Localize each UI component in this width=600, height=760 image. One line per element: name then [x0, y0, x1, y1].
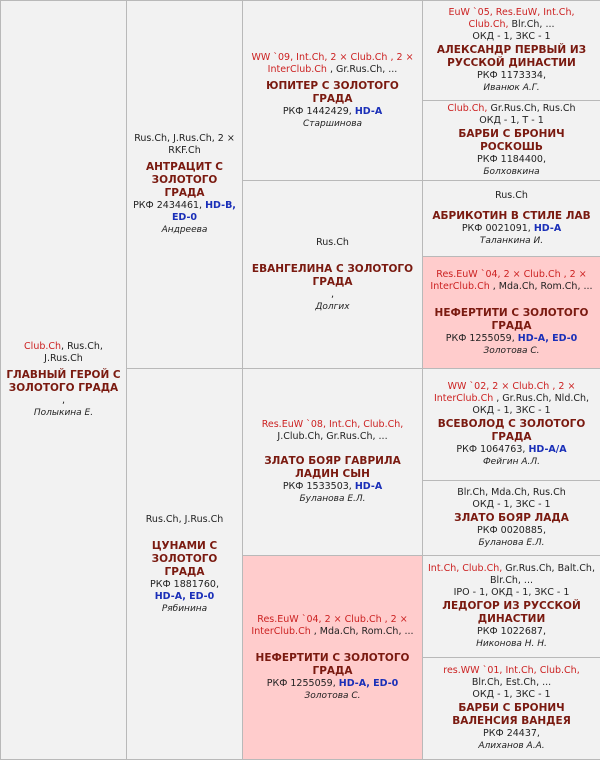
- owner: Алиханов А.А.: [427, 740, 596, 752]
- health-tests: HD-A/A: [528, 444, 566, 455]
- registration: РКФ 1533503,: [283, 481, 352, 492]
- title-fragment: , Rus.Ch, J.Rus.Ch: [44, 341, 103, 364]
- dog-name[interactable]: ЮПИТЕР С ЗОЛОТОГО ГРАДА: [247, 80, 418, 106]
- title-fragment: WW `09, Int.Ch, 2 × Club.Ch , 2 × InterClub.Ch: [251, 52, 413, 75]
- dog-name[interactable]: ЦУНАМИ С ЗОЛОТОГО ГРАДА: [131, 540, 238, 579]
- titles: [427, 487, 596, 499]
- titles: [427, 269, 596, 293]
- dog-name[interactable]: АНТРАЦИТ С ЗОЛОТОГО ГРАДА: [131, 161, 238, 200]
- titles: [247, 419, 418, 443]
- registration: РКФ 1064763,: [456, 444, 525, 455]
- title-fragment: Rus.Ch: [495, 190, 528, 201]
- dog-name[interactable]: АБРИКОТИН В СТИЛЕ ЛАВ: [427, 210, 596, 223]
- registration: РКФ 1255059,: [267, 678, 336, 689]
- registration: РКФ 1184400,: [427, 154, 596, 166]
- owner: Таланкина И.: [427, 235, 596, 247]
- registration: РКФ 2434461,: [133, 200, 202, 211]
- dog-name[interactable]: ГЛАВНЫЙ ГЕРОЙ С ЗОЛОТОГО ГРАДА: [5, 369, 122, 395]
- health-tests: HD-A, ED-0: [339, 678, 399, 689]
- registration: РКФ 1442429,: [283, 106, 352, 117]
- sire-dam-sire-cell: [423, 181, 600, 257]
- registration: РКФ 1022687,: [427, 626, 596, 638]
- dam-dam-cell: [243, 556, 423, 760]
- owner-separator: ,: [247, 289, 418, 301]
- title-fragment: Blr.Ch, ...: [509, 19, 555, 30]
- titles: [427, 7, 596, 31]
- title-fragment: Res.EuW `08, Int.Ch, Club.Ch,: [262, 419, 404, 430]
- title-fragment: Res.EuW `04, 2 × Club.Ch , 2 × InterClub.Ch: [251, 614, 407, 637]
- titles: [5, 341, 122, 365]
- title-fragment: Club.Ch,: [447, 103, 487, 114]
- dog-name[interactable]: БАРБИ С БРОНИЧ РОСКОШЬ: [427, 128, 596, 154]
- registration: РКФ 1881760,: [131, 579, 238, 591]
- title-fragment: Rus.Ch, J.Rus.Ch: [146, 514, 224, 525]
- work-tests: IPO - 1, ОКД - 1, ЗКС - 1: [427, 587, 596, 599]
- registration: РКФ 1173334,: [427, 70, 596, 82]
- owner: Иванюк А.Г.: [427, 82, 596, 94]
- title-fragment: , Mda.Ch, Rom.Ch, ...: [311, 626, 414, 637]
- title-fragment: , Gr.Rus.Ch, Nld.Ch,: [493, 393, 589, 404]
- sire-cell: [127, 1, 243, 369]
- work-tests: ОКД - 1, ЗКС - 1: [427, 31, 596, 43]
- dog-name[interactable]: АЛЕКСАНДР ПЕРВЫЙ ИЗ РУССКОЙ ДИНАСТИИ: [427, 44, 596, 70]
- work-tests: ОКД - 1, ЗКС - 1: [427, 405, 596, 417]
- titles: [131, 514, 238, 526]
- dog-name[interactable]: НЕФЕРТИТИ С ЗОЛОТОГО ГРАДА: [427, 307, 596, 333]
- owner: Буланова Е.Л.: [247, 493, 418, 505]
- owner: Рябинина: [131, 603, 238, 615]
- dog-name[interactable]: НЕФЕРТИТИ С ЗОЛОТОГО ГРАДА: [247, 652, 418, 678]
- titles: [427, 381, 596, 405]
- dam-sire-sire-cell: [423, 369, 600, 481]
- work-tests: ОКД - 1, ЗКС - 1: [427, 689, 596, 701]
- owner: Золотова С.: [247, 690, 418, 702]
- title-fragment: , Mda.Ch, Rom.Ch, ...: [490, 281, 593, 292]
- registration: РКФ 0020885,: [427, 525, 596, 537]
- dam-dam-sire-cell: [423, 556, 600, 658]
- sire-dam-dam-cell: [423, 257, 600, 369]
- health-tests: HD-A: [355, 106, 382, 117]
- work-tests: ОКД - 1, ЗКС - 1: [427, 499, 596, 511]
- title-fragment: res.WW `01, Int.Ch, Club.Ch,: [443, 665, 579, 676]
- registration: РКФ 24437,: [427, 728, 596, 740]
- dog-name[interactable]: ЛЕДОГОР ИЗ РУССКОЙ ДИНАСТИИ: [427, 600, 596, 626]
- owner: Буланова Е.Л.: [427, 537, 596, 549]
- titles: [427, 103, 596, 115]
- health-tests: HD-B, ED-0: [172, 200, 236, 223]
- dam-dam-dam-cell: [423, 658, 600, 760]
- sire-sire-sire-cell: [423, 1, 600, 101]
- dam-cell: [127, 369, 243, 760]
- title-fragment: Res.EuW `04, 2 × Club.Ch , 2 × InterClub.Ch: [430, 269, 586, 292]
- title-fragment: Gr.Rus.Ch, Rus.Ch: [487, 103, 575, 114]
- owner: Андреева: [131, 224, 238, 236]
- titles: [427, 665, 596, 689]
- title-fragment: Rus.Ch, J.Rus.Ch, 2 × RKF.Ch: [134, 133, 235, 156]
- sire-sire-cell: [243, 1, 423, 181]
- dog-name[interactable]: БАРБИ С БРОНИЧ ВАЛЕНСИЯ ВАНДЕЯ: [427, 702, 596, 728]
- titles: [247, 614, 418, 638]
- title-fragment: Gr.Rus.Ch, Balt.Ch, Blr.Ch, ...: [490, 563, 595, 586]
- titles: [427, 563, 596, 587]
- dog-name[interactable]: ВСЕВОЛОД С ЗОЛОТОГО ГРАДА: [427, 418, 596, 444]
- sire-sire-dam-cell: [423, 101, 600, 181]
- owner: Фейгин А.Л.: [427, 456, 596, 468]
- titles: [247, 237, 418, 249]
- owner: Золотова С.: [427, 345, 596, 357]
- health-tests: HD-A, ED-0: [518, 333, 578, 344]
- dam-sire-dam-cell: [423, 481, 600, 556]
- titles: [247, 52, 418, 76]
- title-fragment: Int.Ch, Club.Ch,: [428, 563, 502, 574]
- title-fragment: Club.Ch: [24, 341, 61, 352]
- title-fragment: EuW `05, Res.EuW, Int.Ch, Club.Ch,: [448, 7, 574, 30]
- owner: Старшинова: [247, 118, 418, 130]
- dam-sire-cell: [243, 369, 423, 556]
- titles: [131, 133, 238, 157]
- title-fragment: WW `02, 2 × Club.Ch , 2 × InterClub.Ch: [434, 381, 575, 404]
- owner-separator: ,: [5, 395, 122, 407]
- title-fragment: Rus.Ch: [316, 237, 349, 248]
- owner: Никонова Н. Н.: [427, 638, 596, 650]
- dog-name[interactable]: ЗЛАТО БОЯР ГАВРИЛА ЛАДИН СЫН: [247, 455, 418, 481]
- title-fragment: , Gr.Rus.Ch, ...: [327, 64, 397, 75]
- title-fragment: Blr.Ch, Est.Ch, ...: [472, 677, 551, 688]
- title-fragment: Blr.Ch, Mda.Ch, Rus.Ch: [457, 487, 566, 498]
- dog-name[interactable]: ЕВАНГЕЛИНА С ЗОЛОТОГО ГРАДА: [247, 263, 418, 289]
- health-tests: HD-A: [534, 223, 561, 234]
- health-tests: HD-A, ED-0: [131, 591, 238, 603]
- health-tests: HD-A: [355, 481, 382, 492]
- owner: Полыкина Е.: [5, 407, 122, 419]
- registration: РКФ 0021091,: [462, 223, 531, 234]
- work-tests: ОКД - 1, Т - 1: [427, 115, 596, 127]
- subject-cell: [1, 1, 127, 760]
- sire-dam-cell: [243, 181, 423, 369]
- owner: Долгих: [247, 301, 418, 313]
- titles: [427, 190, 596, 202]
- title-fragment: J.Club.Ch, Gr.Rus.Ch, ...: [277, 431, 387, 442]
- registration: РКФ 1255059,: [446, 333, 515, 344]
- dog-name[interactable]: ЗЛАТО БОЯР ЛАДА: [427, 512, 596, 525]
- owner: Болховкина: [427, 166, 596, 178]
